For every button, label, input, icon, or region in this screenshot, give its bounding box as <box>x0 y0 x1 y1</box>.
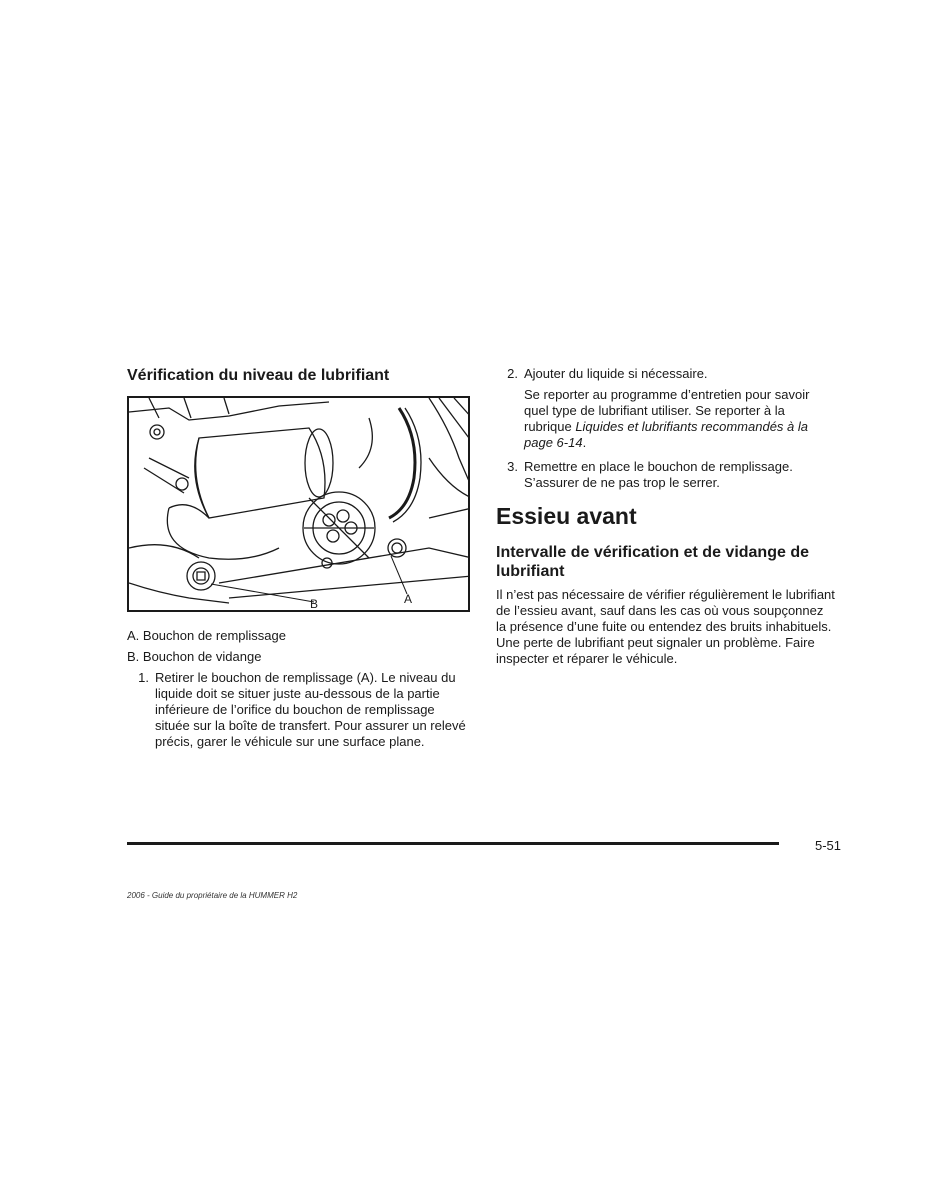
step-1 <box>127 670 472 750</box>
step-1-text: Retirer le bouchon de remplissage (A). Le niveau du liquide doit se situer juste au-dessous de la partie inférieure de l’orifice du bouchon de remplissage située sur la boîte de transfert. Pour assurer un relevé précis, garer le véhicule sur une surface plane. <box>155 670 466 749</box>
transfer-case-drawing <box>129 398 470 612</box>
step-2-detail-suffix: . <box>582 435 587 450</box>
step-2-detail <box>524 387 836 451</box>
left-column <box>127 366 472 755</box>
section-title-front-axle: Essieu avant <box>496 503 637 529</box>
subsection-title-interval: Intervalle de vérification et de vidange de lubrifiant <box>496 544 809 580</box>
figure-label-a: A <box>404 592 413 606</box>
footer-text: 2006 - Guide du propriétaire de la HUMMER H2 <box>127 891 298 900</box>
legend-item-a: A. Bouchon de remplissage <box>127 628 286 643</box>
page-number: 5-51 <box>815 838 842 853</box>
step-2-text: Ajouter du liquide si nécessaire. <box>524 366 708 381</box>
figure-legend <box>127 628 472 665</box>
front-axle-paragraph: Il n’est pas nécessaire de vérifier régulièrement le lubrifiant de l’essieu avant, sauf dans les cas où vous soupçonnez la présence d’une fuite ou entendez des bruits inhabituels. Une perte de lubrifiant peut signaler un problème. Faire inspecter et réparer le véhicule. <box>496 587 835 666</box>
step-3-number: 3. <box>507 459 518 474</box>
step-1-number: 1. <box>138 670 149 685</box>
step-2-number: 2. <box>507 366 518 381</box>
step-2-detail-prefix: Se reporter au programme d’entretien pour savoir quel type de lubrifiant utiliser. Se reporter à la rubrique <box>524 387 810 434</box>
figure-label-b: B <box>310 597 319 611</box>
cross-reference-link: Liquides et lubrifiants recommandés à la page 6-14 <box>524 419 808 450</box>
section-heading-lubricant-check: Vérification du niveau de lubrifiant <box>127 367 390 384</box>
right-column <box>496 366 836 667</box>
legend-item-b: B. Bouchon de vidange <box>127 649 262 664</box>
step-3-text: Remettre en place le bouchon de remplissage. S’assurer de ne pas trop le serrer. <box>524 459 793 490</box>
footer-rule <box>127 842 779 845</box>
transfer-case-illustration <box>127 396 470 612</box>
step-2 <box>496 366 836 382</box>
step-3 <box>496 459 836 491</box>
